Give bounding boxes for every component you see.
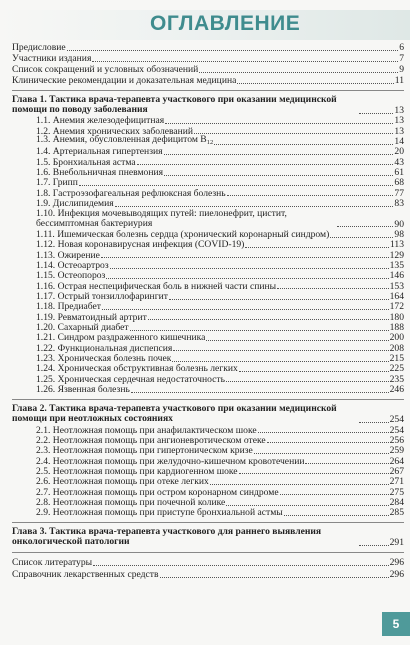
toc-entry-text [36, 344, 172, 354]
toc-entry-page: 14 [394, 136, 404, 147]
dot-leader [165, 123, 393, 124]
toc-entry-page: 20 [394, 146, 404, 158]
toc-entry-label: 1.10. Инфекция мочевыводящих путей: пиелонефрит, цистит, бессимптомная бактериурия [36, 208, 287, 229]
toc-entry-label: 1.24. Хроническая обструктивная болезнь легких [36, 364, 238, 375]
toc-entry-text [36, 354, 171, 364]
dot-leader [130, 330, 389, 331]
toc-entry-page: 259 [389, 445, 404, 457]
toc-section-entry[interactable] [12, 167, 404, 177]
toc-entry-label: 2.6. Неотложная помощь при отеке легких [36, 477, 209, 487]
toc-entry-page: 11 [394, 74, 404, 86]
dot-leader [210, 484, 389, 485]
dot-leader [164, 175, 393, 176]
toc-entry-text [36, 240, 244, 250]
toc-section-entry[interactable] [12, 333, 404, 343]
toc-entry-text [36, 135, 213, 147]
page-number-tab: 5 [382, 612, 410, 636]
dot-leader [239, 371, 389, 372]
toc-entry-text [36, 313, 147, 323]
toc-entry-text [36, 147, 163, 157]
toc-section-entry[interactable] [12, 178, 404, 188]
toc-section-entry[interactable] [12, 281, 404, 291]
toc-section-entry[interactable] [12, 250, 404, 260]
dot-leader [337, 226, 393, 227]
toc-entry-text [36, 302, 101, 312]
toc-entry-text [36, 189, 226, 199]
toc-section-entry[interactable] [12, 147, 404, 157]
section-divider [12, 522, 404, 523]
dot-leader [79, 185, 393, 186]
toc-entry-text [36, 446, 253, 456]
dot-leader [110, 268, 389, 269]
toc-section-entry[interactable] [12, 353, 404, 363]
toc-entry-guidelines[interactable] [12, 75, 404, 86]
toc-section-entry[interactable] [12, 487, 404, 497]
toc-section-entry[interactable] [12, 157, 404, 167]
dot-leader [359, 545, 389, 546]
toc-entry-contributors[interactable] [12, 53, 404, 64]
dot-leader [92, 61, 398, 62]
toc-entry-text: Предисловие [12, 43, 66, 53]
toc-entry-label: 1.25. Хроническая сердечная недостаточность [36, 374, 225, 385]
toc-entry-text [36, 436, 266, 446]
toc-entry-label: 1.7. Грипп [36, 178, 78, 188]
toc-entry-text: Участники издания [12, 54, 92, 64]
toc-entry-page: 180 [389, 311, 404, 323]
toc-entry-label: 1.21. Синдром раздраженного кишечника [36, 333, 206, 344]
toc-entry-page: 271 [389, 476, 404, 488]
chapter-page: 13 [394, 104, 404, 116]
toc-entry-page: 267 [389, 465, 404, 477]
toc-entry-page: 153 [389, 280, 404, 292]
dot-leader [237, 83, 393, 84]
toc-entry-page: 264 [389, 455, 404, 467]
toc-entry-page: 13 [394, 115, 404, 127]
toc-entry-text: Список сокращений и условных обозначений [12, 65, 199, 75]
toc-entry-text [36, 230, 329, 240]
toc-entry-page: 129 [389, 249, 404, 261]
table-of-contents [12, 42, 404, 580]
toc-entry-label: 2.4. Неотложная помощь при желудочно-кишечном кровотечении [36, 456, 305, 467]
toc-entry-page: 296 [389, 557, 404, 569]
toc-entry-text [36, 498, 225, 508]
toc-section-entry[interactable] [12, 508, 404, 518]
dot-leader [172, 361, 388, 362]
toc-section-entry[interactable] [12, 271, 404, 281]
toc-entry-text [36, 282, 276, 292]
toc-section-entry[interactable] [12, 466, 404, 476]
chapter-1-sections [12, 116, 404, 395]
chapter-page: 291 [389, 537, 404, 549]
toc-entry-label: 1.6. Внебольничная пневмония [36, 168, 164, 178]
toc-entry-label: 1.12. Новая коронавирусная инфекция (COVID-19) [36, 240, 245, 250]
toc-entry-label: 1.11. Ишемическая болезнь сердца (хронический коронарный синдром) [36, 230, 330, 240]
toc-entry-label: 1.8. Гастроэзофагеальная рефлюксная болезнь [36, 188, 226, 199]
toc-section-entry[interactable] [12, 364, 404, 374]
toc-entry-references[interactable] [12, 556, 404, 568]
dot-leader [214, 144, 393, 145]
dot-leader [267, 442, 389, 443]
toc-entry-text: Клинические рекомендации и доказательная медицина [12, 75, 237, 86]
toc-section-entry[interactable] [12, 136, 404, 146]
toc-entry-text [36, 168, 163, 178]
section-divider [12, 399, 404, 400]
toc-entry-label: 1.26. Язвенная болезнь [36, 385, 130, 395]
toc-entry-label: 1.19. Ревматоидный артрит [36, 312, 147, 323]
dot-leader [284, 515, 389, 516]
chapter-heading[interactable] [12, 526, 404, 548]
toc-entry-text [36, 292, 168, 302]
dot-leader [245, 247, 389, 248]
dot-leader [359, 113, 393, 114]
toc-entry-label: 1.17. Острый тонзиллофарингит [36, 292, 168, 302]
dot-leader [359, 422, 389, 423]
toc-entry-abbreviations[interactable] [12, 64, 404, 75]
toc-section-entry[interactable] [12, 198, 404, 208]
toc-entry-text [36, 508, 283, 518]
toc-entry-page: 6 [399, 42, 404, 54]
toc-entry-label: 1.23. Хроническая болезнь почек [36, 354, 172, 364]
toc-section-entry[interactable] [12, 456, 404, 466]
toc-entry-page: 200 [389, 332, 404, 344]
toc-entry-label: 1.5. Бронхиальная астма [36, 157, 136, 168]
toc-entry-page: 7 [399, 53, 404, 65]
toc-section-entry[interactable] [12, 322, 404, 332]
toc-entry-page: 225 [389, 363, 404, 375]
dot-leader [330, 237, 393, 238]
toc-entry-page: 164 [389, 291, 404, 303]
toc-entry-page: 188 [389, 322, 404, 334]
toc-entry-page: 215 [389, 353, 404, 365]
toc-entry-label: 2.8. Неотложная помощь при почечной колике [36, 497, 226, 508]
dot-leader [160, 577, 389, 578]
toc-entry-label: 1.22. Функциональная диспепсия [36, 343, 173, 354]
toc-entry-label: 1.2. Анемия хронических заболеваний [36, 126, 194, 137]
toc-entry-text [36, 488, 279, 498]
toc-entry-page: 256 [389, 434, 404, 446]
toc-entry-label: 1.20. Сахарный диабет [36, 323, 129, 333]
toc-entry-text [36, 333, 205, 343]
toc-entry-text [36, 209, 336, 230]
toc-entry-label: 1.14. Остеоартроз [36, 261, 109, 271]
toc-section-entry[interactable] [12, 260, 404, 270]
toc-entry-page: 9 [399, 64, 404, 76]
toc-section-entry[interactable] [12, 476, 404, 486]
toc-entry-text [36, 477, 209, 487]
dot-leader [101, 257, 389, 258]
dot-leader [280, 494, 389, 495]
toc-entry-page: 135 [389, 260, 404, 272]
dot-leader [226, 505, 388, 506]
toc-section-entry[interactable] [12, 445, 404, 455]
toc-entry-text [36, 271, 105, 281]
dot-leader [227, 195, 394, 196]
back-matter-list [12, 556, 404, 580]
toc-entry-label: 2.1. Неотложная помощь при анафилактическом шоке [36, 425, 257, 436]
toc-entry-label: 1.3. Анемия, обусловленная дефицитом B [36, 135, 207, 146]
toc-section-entry[interactable] [12, 384, 404, 394]
toc-entry-label: 2.7. Неотложная помощь при остром коронарном синдроме [36, 487, 279, 498]
toc-entry-text [36, 158, 136, 168]
toc-entry-text [36, 364, 238, 374]
toc-entry-page: 285 [389, 507, 404, 519]
chapter-2 [12, 403, 404, 518]
dot-leader [173, 350, 388, 351]
chapter-3 [12, 526, 404, 548]
toc-entry-page: 77 [394, 187, 404, 199]
toc-entry-label: 1.15. Остеопороз [36, 271, 106, 281]
toc-entry-label: 2.9. Неотложная помощь при приступе бронхиальной астмы [36, 508, 283, 518]
toc-section-entry[interactable] [12, 374, 404, 384]
toc-entry-page: 146 [389, 270, 404, 282]
toc-section-entry[interactable] [12, 240, 404, 250]
toc-entry-page: 113 [389, 239, 404, 251]
toc-entry-subscript: 12 [206, 139, 214, 147]
toc-entry-text [36, 323, 129, 333]
toc-entry-label: 2.5. Неотложная помощь при кардиогенном шоке [36, 466, 238, 477]
chapter-1 [12, 94, 404, 395]
toc-entry-drug-reference[interactable] [12, 568, 404, 580]
dot-leader [164, 154, 394, 155]
chapter-heading[interactable] [12, 403, 404, 425]
toc-entry-label: 1.18. Предиабет [36, 302, 101, 312]
toc-section-entry[interactable] [12, 229, 404, 239]
toc-entry-text [36, 426, 257, 436]
section-divider [12, 90, 404, 91]
toc-entry-page: 296 [389, 569, 404, 581]
dot-leader [67, 50, 399, 51]
chapter-title: Глава 3. Тактика врача-терапевта участкового для раннего выявления онкологической патологии [12, 526, 322, 548]
toc-section-entry[interactable] [12, 116, 404, 126]
toc-entry-text [36, 457, 304, 467]
dot-leader [226, 381, 389, 382]
toc-entry-page: 275 [389, 486, 404, 498]
chapter-heading[interactable] [12, 94, 404, 116]
toc-entry-label: 2.2. Неотложная помощь при ангионевротическом отеке [36, 435, 266, 446]
chapter-2-sections [12, 425, 404, 518]
dot-leader [194, 133, 393, 134]
toc-entry-page: 235 [389, 373, 404, 385]
dot-leader [206, 340, 388, 341]
dot-leader [131, 392, 389, 393]
dot-leader [169, 299, 389, 300]
toc-entry-page: 208 [389, 342, 404, 354]
toc-section-entry[interactable] [12, 497, 404, 507]
toc-entry-label: 1.16. Острая неспецифическая боль в нижней части спины [36, 281, 277, 292]
dot-leader [277, 288, 389, 289]
toc-entry-preface[interactable] [12, 42, 404, 53]
toc-entry-page: 68 [394, 177, 404, 189]
toc-entry-text [36, 199, 114, 209]
toc-section-entry[interactable] [12, 312, 404, 322]
toc-entry-page: 246 [389, 384, 404, 396]
toc-entry-page: 43 [394, 156, 404, 168]
toc-entry-label: 1.1. Анемия железодефицитная [36, 116, 165, 126]
toc-entry-text: Справочник лекарственных средств [12, 570, 159, 580]
dot-leader [239, 473, 389, 474]
dot-leader [93, 565, 389, 566]
chapter-page: 254 [389, 414, 404, 426]
toc-entry-page: 254 [389, 424, 404, 436]
dot-leader [254, 453, 389, 454]
toc-entry-text [36, 385, 130, 395]
toc-entry-page: 83 [394, 198, 404, 210]
dot-leader [137, 164, 394, 165]
chapter-title: Глава 2. Тактика врача-терапевта участкового при оказании медицинской помощи при неотложных состояниях [12, 402, 337, 425]
toc-section-entry[interactable] [12, 209, 404, 230]
dot-leader [258, 432, 389, 433]
toc-section-entry[interactable] [12, 343, 404, 353]
toc-entry-page: 98 [394, 229, 404, 240]
dot-leader [106, 278, 388, 279]
dot-leader [115, 206, 394, 207]
dot-leader [102, 309, 389, 310]
dot-leader [199, 72, 398, 73]
toc-entry-page: 284 [389, 496, 404, 508]
toc-entry-page: 172 [389, 301, 404, 313]
toc-entry-page: 13 [394, 125, 404, 137]
toc-entry-label: 1.9. Дислипидемия [36, 199, 114, 209]
page-title: ОГЛАВЛЕНИЕ [150, 12, 301, 35]
front-matter-list [12, 42, 404, 86]
toc-section-entry[interactable] [12, 188, 404, 198]
toc-entry-label: 1.13. Ожирение [36, 250, 100, 261]
dot-leader [148, 319, 389, 320]
toc-entry-text [36, 116, 164, 126]
chapter-title: Глава 1. Тактика врача-терапевта участкового при оказании медицинской помощи по поводу заболевания [12, 93, 337, 116]
toc-entry-text [36, 261, 109, 271]
toc-entry-text [36, 251, 100, 261]
toc-entry-text [36, 178, 78, 188]
toc-entry-label: 2.3. Неотложная помощь при гипертоническом кризе [36, 446, 253, 456]
toc-entry-text: Список литературы [12, 558, 93, 568]
toc-entry-text [36, 375, 225, 385]
section-divider [12, 552, 404, 553]
toc-entry-text [36, 467, 238, 477]
toc-section-entry[interactable] [12, 291, 404, 301]
toc-section-entry[interactable] [12, 302, 404, 312]
dot-leader [305, 463, 388, 464]
toc-entry-page: 61 [394, 167, 404, 179]
toc-entry-page: 90 [394, 218, 404, 230]
toc-section-entry[interactable] [12, 425, 404, 435]
toc-section-entry[interactable] [12, 435, 404, 445]
toc-entry-label: 1.4. Артериальная гипертензия [36, 147, 163, 157]
